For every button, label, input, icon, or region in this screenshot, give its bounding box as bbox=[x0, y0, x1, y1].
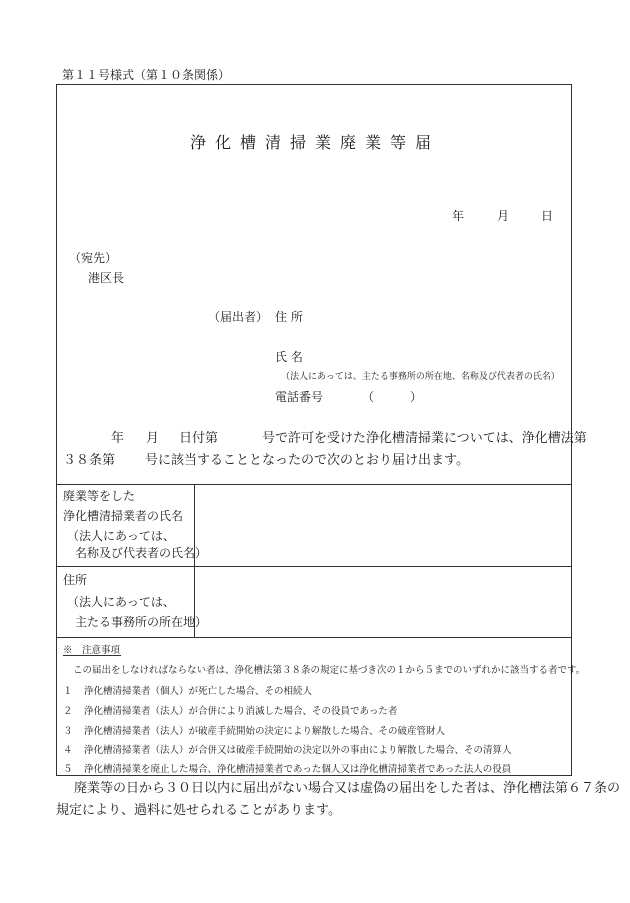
row2-label-line1: 住所 bbox=[63, 573, 88, 587]
notes-heading: ※ 注意事項 bbox=[63, 645, 121, 656]
note-item-number: ２ bbox=[63, 706, 73, 717]
statement-line2-tail: 号に該当することとなったので次のとおり届け出ます。 bbox=[145, 453, 469, 468]
footer-line1: 廃業等の日から３０日以内に届出がない場合又は虚偽の届出をした者は、浄化槽法第６７条の bbox=[74, 781, 621, 796]
statement-year: 年 bbox=[111, 431, 125, 446]
row2-value-cell[interactable] bbox=[196, 568, 570, 635]
note-item-text: 浄化槽清掃業者（法人）が破産手続開始の決定により解散した場合、その破産管財人 bbox=[84, 726, 446, 737]
note-item-number: ５ bbox=[63, 764, 73, 775]
table-bottom-border bbox=[56, 637, 572, 638]
footer-line2: 規定により、過料に処せられることがあります。 bbox=[56, 803, 341, 818]
row1-label-line1: 廃業等をした bbox=[63, 489, 136, 503]
notes-intro: この届出をしなければならない者は、浄化槽法第３８条の規定に基づき次の１から５までのいずれかに該当する者です。 bbox=[73, 665, 586, 676]
row1-label-line2: 浄化槽清掃業者の氏名 bbox=[63, 509, 184, 523]
form-number-label: 第１１号様式（第１０条関係） bbox=[62, 68, 231, 82]
statement-article: ３８条第 bbox=[63, 453, 116, 468]
note-item-text: 浄化槽清掃業者（個人）が死亡した場合、その相続人 bbox=[84, 686, 313, 697]
row2-sub1: （法人にあっては、 bbox=[67, 595, 175, 609]
note-item-text: 浄化槽清掃業者（法人）が合併により消滅した場合、その役員であった者 bbox=[84, 706, 398, 717]
date-day-label: 日 bbox=[541, 209, 554, 223]
statement-month: 月 bbox=[146, 431, 160, 446]
addressee-prefix: （宛先） bbox=[69, 251, 118, 265]
name-note: （法人にあっては、主たる事務所の所在地、名称及び代表者の氏名） bbox=[281, 372, 560, 382]
name-label: 氏 名 bbox=[275, 350, 303, 364]
note-item-number: ４ bbox=[63, 745, 73, 756]
table-row-divider bbox=[56, 566, 572, 567]
applicant-label: （届出者） bbox=[208, 310, 269, 324]
row1-sub2: 名称及び代表者の氏名） bbox=[75, 546, 208, 560]
note-item-text: 浄化槽清掃業を廃止した場合、浄化槽清掃業者であった個人又は浄化槽清掃業者であった法人の役員 bbox=[84, 764, 512, 775]
phone-label: 電話番号 bbox=[275, 390, 324, 404]
date-year-label: 年 bbox=[452, 209, 465, 223]
phone-open-paren: （ bbox=[362, 390, 375, 404]
statement-day: 日付第 bbox=[179, 431, 219, 446]
notes-heading-underline bbox=[63, 655, 121, 656]
note-item-number: ３ bbox=[63, 726, 73, 737]
form-title: 浄化槽清掃業廃業等届 bbox=[189, 133, 440, 152]
statement-line1-tail: 号で許可を受けた浄化槽清掃業については、浄化槽法第 bbox=[262, 431, 587, 446]
row1-value-cell[interactable] bbox=[196, 486, 570, 564]
row1-sub1: （法人にあっては、 bbox=[67, 529, 175, 543]
row2-sub2: 主たる事務所の所在地） bbox=[75, 615, 208, 629]
address-label: 住 所 bbox=[275, 310, 303, 324]
note-item-number: １ bbox=[63, 686, 73, 697]
addressee-name: 港区長 bbox=[88, 271, 125, 285]
phone-close-paren: ） bbox=[410, 390, 423, 404]
note-item-text: 浄化槽清掃業者（法人）が合併又は破産手続開始の決定以外の事由により解散した場合、その清算人 bbox=[84, 745, 512, 756]
date-month-label: 月 bbox=[497, 209, 510, 223]
